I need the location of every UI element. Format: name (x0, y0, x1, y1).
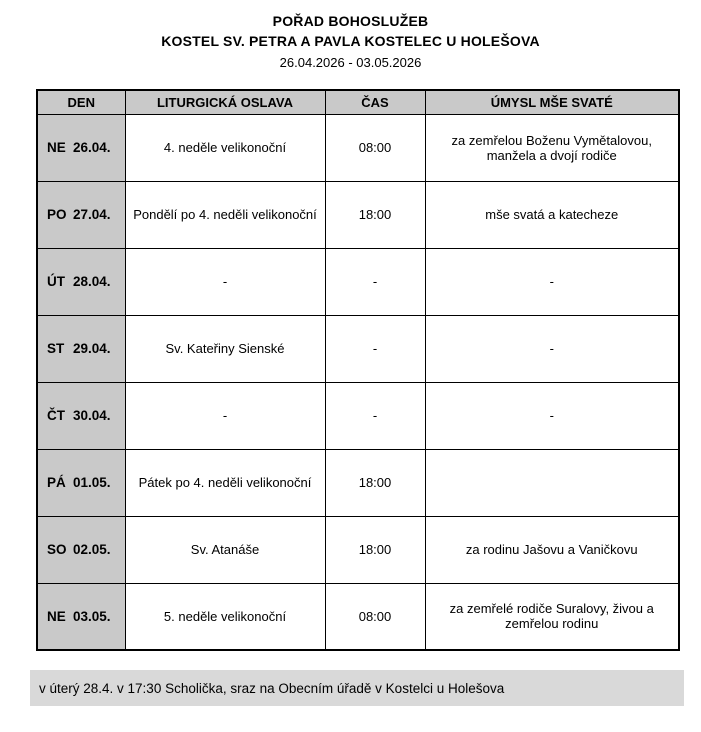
day-cell (37, 114, 125, 181)
celebration-cell: Pondělí po 4. neděli velikonoční (125, 181, 325, 248)
day-abbr: ST (47, 341, 65, 356)
column-header-celebration: LITURGICKÁ OSLAVA (125, 90, 325, 114)
time-cell: 08:00 (325, 583, 425, 650)
intention-cell (425, 449, 679, 516)
day-date: 03.05. (73, 608, 111, 624)
celebration-cell: Sv. Kateřiny Sienské (125, 315, 325, 382)
day-date: 29.04. (73, 341, 111, 356)
table-row (37, 583, 679, 650)
day-cell (37, 248, 125, 315)
celebration-cell: Sv. Atanáše (125, 516, 325, 583)
day-abbr: PÁ (47, 475, 66, 490)
intention-cell: - (425, 248, 679, 315)
day-abbr: SO (47, 542, 67, 557)
time-cell: - (325, 248, 425, 315)
footer-announcement (30, 670, 684, 706)
celebration-cell: 5. neděle velikonoční (125, 583, 325, 650)
celebration-cell: Pátek po 4. neděli velikonoční (125, 449, 325, 516)
table-row (37, 114, 679, 181)
day-cell (37, 315, 125, 382)
time-cell: - (325, 315, 425, 382)
table-row (37, 449, 679, 516)
celebration-cell: - (125, 248, 325, 315)
page-subtitle: KOSTEL SV. PETRA A PAVLA KOSTELEC U HOLEŠOVA (161, 33, 540, 49)
mass-schedule-table (36, 89, 680, 651)
day-abbr: PO (47, 207, 67, 222)
day-date: 02.05. (73, 542, 111, 557)
table-row (37, 382, 679, 449)
column-header-day: DEN (37, 90, 125, 114)
intention-cell: za rodinu Jašovu a Vaničkovu (425, 516, 679, 583)
intention-cell: za zemřelé rodiče Suralovy, živou a zemřelou rodinu (425, 583, 679, 650)
intention-cell: - (425, 382, 679, 449)
time-cell: 18:00 (325, 181, 425, 248)
day-abbr: NE (47, 608, 66, 624)
table-row (37, 315, 679, 382)
table-row (37, 181, 679, 248)
day-cell (37, 516, 125, 583)
table-row (37, 248, 679, 315)
day-cell (37, 382, 125, 449)
intention-cell: mše svatá a katecheze (425, 181, 679, 248)
table-header-row (37, 90, 679, 114)
intention-cell: za zemřelou Boženu Vymětalovou, manžela a dvojí rodiče (425, 114, 679, 181)
day-abbr: NE (47, 140, 66, 155)
day-cell (37, 181, 125, 248)
day-abbr: ÚT (47, 274, 65, 289)
day-cell (37, 449, 125, 516)
day-abbr: ČT (47, 408, 65, 423)
time-cell: 18:00 (325, 516, 425, 583)
date-range: 26.04.2026 - 03.05.2026 (279, 55, 422, 70)
time-cell: 18:00 (325, 449, 425, 516)
column-header-intention: ÚMYSL MŠE SVATÉ (425, 90, 679, 114)
page-title: POŘAD BOHOSLUŽEB (272, 13, 429, 29)
day-date: 30.04. (73, 408, 111, 423)
time-cell: - (325, 382, 425, 449)
time-cell: 08:00 (325, 114, 425, 181)
table-row (37, 516, 679, 583)
celebration-cell: - (125, 382, 325, 449)
day-date: 27.04. (73, 207, 111, 222)
celebration-cell: 4. neděle velikonoční (125, 114, 325, 181)
document-header (0, 0, 701, 70)
intention-cell: - (425, 315, 679, 382)
footer-announcement-text: v úterý 28.4. v 17:30 Scholička, sraz na Obecním úřadě v Kostelci u Holešova (39, 680, 505, 696)
day-cell (37, 583, 125, 650)
day-date: 26.04. (73, 140, 111, 155)
day-date: 28.04. (73, 274, 111, 289)
day-date: 01.05. (73, 475, 111, 490)
column-header-time: ČAS (325, 90, 425, 114)
